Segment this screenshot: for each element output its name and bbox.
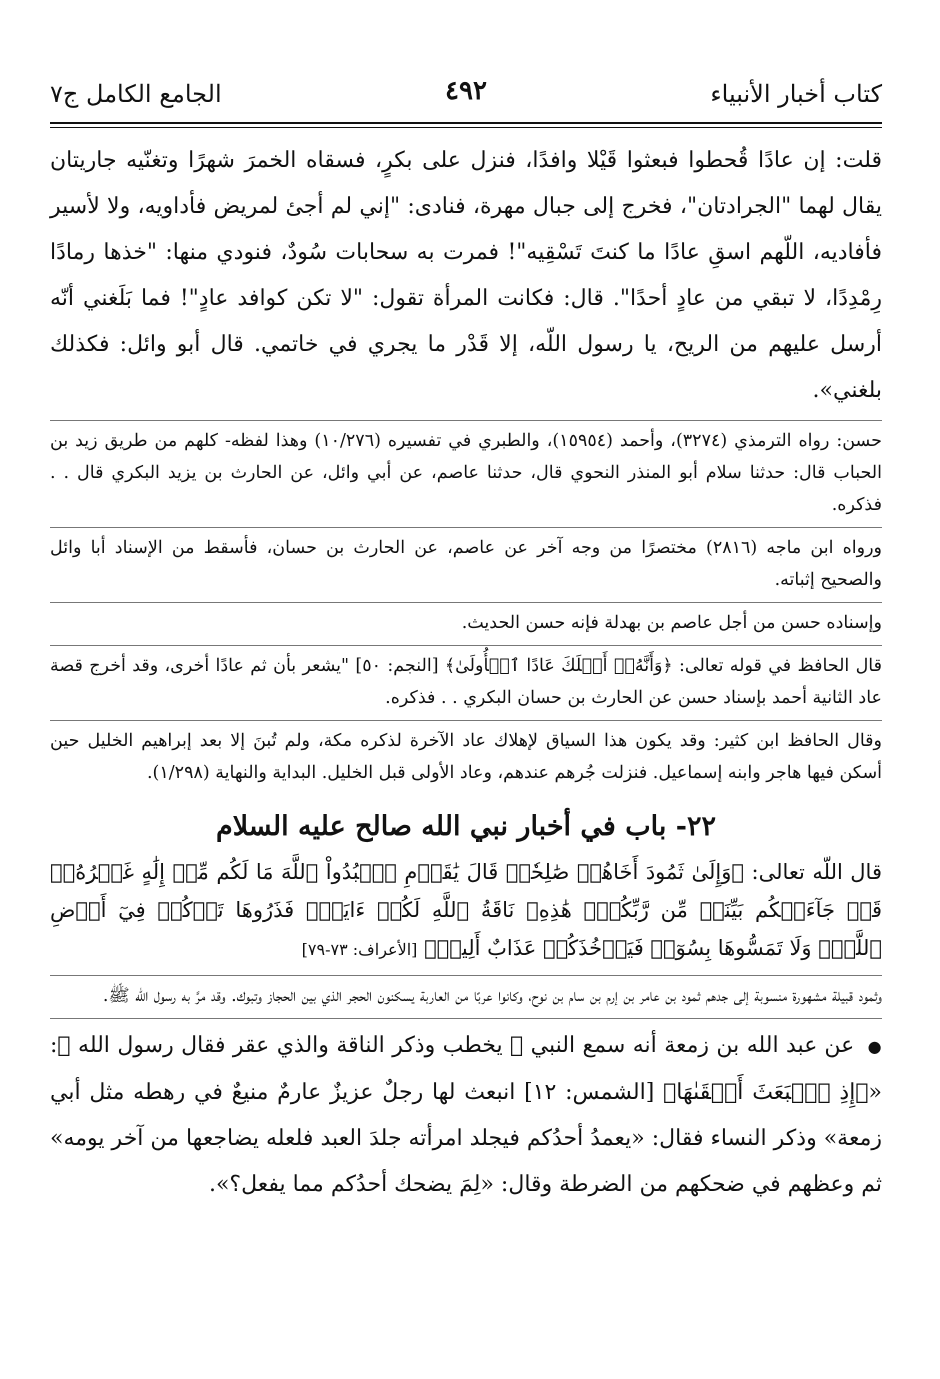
takhrij-note: ورواه ابن ماجه (٢٨١٦) مختصرًا من وجه آخر عن عاصم، عن الحارث بن حسان، فأسقط من الإسناد أبا وائل والصحيح إثباته. <box>50 538 883 590</box>
thamud-note: وثمود قبيلة مشهورة منسوبة إلى جدهم ثمود بن عامر بن إرم بن سام بن نوح، وكانوا عربًا من العاربة يسكنون الحجر الذي بين الحجاز وتبوك. وقد مرَّ به رسول الله ﷺ. <box>102 986 882 1006</box>
section-divider <box>50 1018 882 1019</box>
hadith-2-text: عن عبد الله بن زمعة أنه سمع النبي ﷺ يخطب وذكر الناقة والذي عقر فقال رسول الله ﷺ: «﴿إِذِ ٱنۢبَعَثَ أَشۡقَىٰهَا﴾ [الشمس: ١٢] انبعث لها رجلٌ عزيزٌ عارمٌ منيعٌ في رهطه مثل أبي زمعة» وذكر النساء فقال: «يعمدُ أحدُكم فيجلد امرأته جلدَ العبد فلعله يضاجعها من آخر يومه» ثم وعظهم في ضحكهم من الضرطة وقال: «لِمَ يضحك أحدُكم مما يفعل؟». <box>50 1033 882 1197</box>
verse-reference: [الأعراف: ٧٣-٧٩] <box>301 940 418 959</box>
verse-intro: قال اللّه تعالى: <box>751 860 882 884</box>
series-title: الجامع الكامل ج٧ <box>50 80 222 108</box>
book-page <box>50 70 882 1208</box>
section-divider <box>50 720 882 721</box>
section-divider <box>50 645 882 646</box>
book-title: كتاب أخبار الأنبياء <box>710 80 882 108</box>
chapter-heading: ٢٢- باب في أخبار نبي الله صالح عليه السلام <box>215 811 717 842</box>
section-divider <box>50 975 882 976</box>
running-header <box>50 70 882 114</box>
header-rule <box>50 122 882 128</box>
page-number: ٤٩٢ <box>445 76 487 106</box>
takhrij-note: حسن: رواه الترمذي (٣٢٧٤)، وأحمد (١٥٩٥٤)، والطبري في تفسيره (١٠/٢٧٦) وهذا لفظه- كلهم من طريق زيد بن الحباب قال: حدثنا سلام أبو المنذر النحوي قال، حدثنا عاصم، عن أبي وائل، عن الحارث بن يزيد البكري قال . . فذكره. <box>50 431 882 515</box>
bullet-icon: ● <box>867 1037 883 1056</box>
takhrij-note: وإسناده حسن من أجل عاصم بن بهدلة فإنه حسن الحديث. <box>461 613 882 633</box>
section-divider <box>50 527 882 528</box>
section-divider <box>50 602 882 603</box>
takhrij-note: وقال الحافظ ابن كثير: وقد يكون هذا السياق لإهلاك عاد الآخرة لذكره مكة، ولم تُبنَ إلا بعد إبراهيم الخليل حين أسكن فيها هاجر وابنه إسماعيل. فنزلت جُرهم عندهم، وعاد الأولى قبل الخليل. البداية والنهاية (١/٢٩٨). <box>50 731 882 783</box>
section-divider <box>50 420 882 421</box>
quran-verse-block <box>50 853 882 969</box>
takhrij-note: قال الحافظ في قوله تعالى: ﴿وَأَنَّهُۥٓ أَهۡلَكَ عَادًا ٱلۡأُولَىٰ﴾ [النجم: ٥٠] "يشعر بأن ثم عادًا أخرى، وقد أخرج قصة عاد الثانية أحمد بإسناد حسن عن الحارث بن حسان البكري . . فذكره. <box>50 656 882 708</box>
hadith-paragraph-2 <box>50 1023 882 1208</box>
hadith-paragraph: قلت: إن عادًا قُحطوا فبعثوا قَيْلا وافدًا، فنزل على بكرٍ، فسقاه الخمرَ شهرًا وتغنّيه جاريتان يقال لهما "الجرادتان"، فخرج إلى جبال مهرة، فنادى: "إني لم أجئ لمريض فأداويه، ولا لأسير فأفاديه، اللّهم اسقِ عادًا ما كنتَ تَسْقِيه"! فمرت به سحابات سُودٌ، فنودي منها: "خذها رمادًا رِمْدِدًا، لا تبقي من عادٍ أحدًا". قال: فكانت المرأة تقول: "لا تكن كوافد عادٍ"! فما بَلَغني أنّه أرسل عليهم من الريح، يا رسول اللّه، إلا قَدْر ما يجري في خاتمي. قال أبو وائل: فكذلك بلغني». <box>50 148 882 403</box>
verse-text: ﴿وَإِلَىٰ ثَمُودَ أَخَاهُمۡ صَٰلِحٗاۚ قَالَ يَٰقَوۡمِ ٱعۡبُدُواْ ٱللَّهَ مَا لَكُم مِّنۡ إِلَٰهٍ غَيۡرُهُۥۖ قَدۡ جَآءَتۡكُم بَيِّنَةٞ مِّن رَّبِّكُمۡۖ هَٰذِهِۦ نَاقَةُ ٱللَّهِ لَكُمۡ ءَايَةٗۖ فَذَرُوهَا تَأۡكُلۡ فِيٓ أَرۡضِ ٱللَّهِۖ وَلَا تَمَسُّوهَا بِسُوٓءٖ فَيَأۡخُذَكُمۡ عَذَابٌ أَلِيمٞ﴾ <box>50 860 882 960</box>
